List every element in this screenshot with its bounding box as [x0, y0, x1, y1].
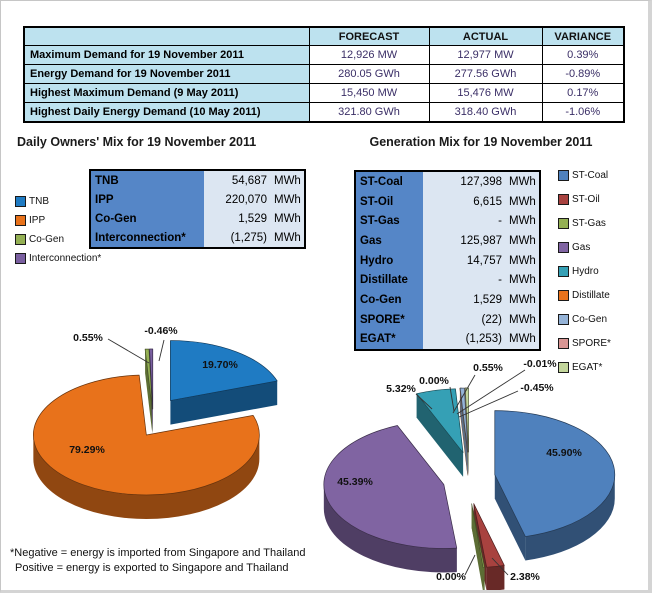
legend-item — [558, 338, 611, 349]
pie-percent-label: 5.32% — [386, 383, 416, 395]
row-value: (1,275) — [230, 231, 267, 244]
row-label: Co-Gen — [91, 209, 204, 228]
row-unit: MWh — [274, 174, 301, 187]
pie-slice — [483, 567, 484, 591]
pie-percent-label: -0.01% — [523, 358, 557, 370]
actual-value: 15,476 MW — [429, 84, 542, 103]
row-unit: MWh — [274, 231, 301, 244]
row-value: 54,687 — [231, 174, 267, 187]
row-value: 127,398 — [460, 175, 502, 188]
forecast-value: 12,926 MW — [309, 46, 429, 65]
row-label: Co-Gen — [356, 290, 423, 310]
pie-percent-label: 0.00% — [436, 571, 466, 583]
row-label: Maximum Demand for 19 November 2011 — [24, 46, 309, 65]
row-label: Energy Demand for 19 November 2011 — [24, 65, 309, 84]
generation-mix-pie-chart — [324, 358, 615, 592]
row-unit: MWh — [509, 215, 536, 228]
variance-value: -0.89% — [542, 65, 624, 84]
legend-label: ST-Coal — [572, 170, 609, 181]
legend-swatch-icon — [558, 242, 569, 253]
legend-label: Co-Gen — [29, 234, 65, 245]
row-value: (1,253) — [465, 333, 502, 346]
owners-mix-title: Daily Owners' Mix for 19 November 2011 — [17, 135, 257, 149]
row-label: Interconnection* — [91, 228, 204, 247]
legend-swatch-icon — [15, 253, 26, 264]
legend-label: SPORE* — [572, 338, 611, 349]
legend-swatch-icon — [558, 314, 569, 325]
pie-slice — [487, 565, 505, 591]
legend-label: TNB — [29, 196, 49, 207]
legend-label: ST-Gas — [572, 218, 606, 229]
forecast-value: 321.80 GWh — [309, 103, 429, 123]
header-variance: VARIANCE — [542, 27, 624, 46]
header-empty — [24, 27, 309, 46]
row-label: Hydro — [356, 251, 423, 271]
variance-value: 0.17% — [542, 84, 624, 103]
row-label: ST-Gas — [356, 211, 423, 231]
row-value: 220,070 — [225, 193, 267, 206]
table-row — [91, 209, 304, 228]
row-label: ST-Coal — [356, 172, 423, 192]
legend-swatch-icon — [558, 362, 569, 373]
legend-item — [558, 362, 611, 373]
pie-percent-label: 45.39% — [337, 476, 373, 488]
row-label: Distillate — [356, 270, 423, 290]
header-forecast: FORECAST — [309, 27, 429, 46]
row-unit: MWh — [509, 313, 536, 326]
header-actual: ACTUAL — [429, 27, 542, 46]
table-row — [356, 329, 539, 349]
row-unit: MWh — [509, 333, 536, 346]
owners-mix-pie-chart — [33, 325, 277, 519]
row-label: IPP — [91, 190, 204, 209]
generation-mix-legend — [558, 170, 611, 386]
pie-percent-label: 0.55% — [73, 332, 103, 344]
legend-label: Hydro — [572, 266, 599, 277]
row-unit: MWh — [274, 193, 301, 206]
row-value: 6,615 — [473, 195, 502, 208]
pie-percent-label: 0.55% — [473, 362, 503, 374]
table-row — [356, 211, 539, 231]
table-row — [356, 231, 539, 251]
row-label: EGAT* — [356, 329, 423, 349]
row-value: 1,529 — [238, 212, 267, 225]
legend-item — [15, 253, 101, 264]
row-value: (22) — [481, 313, 502, 326]
table-row — [24, 84, 624, 103]
table-row — [91, 228, 304, 247]
table-row — [356, 192, 539, 212]
legend-label: Interconnection* — [29, 253, 102, 264]
table-row — [24, 46, 624, 65]
demand-summary-table — [23, 26, 625, 123]
table-row — [356, 251, 539, 271]
row-value: 14,757 — [466, 254, 502, 267]
legend-label: Distillate — [572, 290, 610, 301]
generation-mix-table — [354, 170, 541, 351]
table-row — [356, 172, 539, 192]
label-leader-line — [108, 339, 149, 363]
row-value: - — [498, 274, 502, 287]
forecast-value: 280.05 GWh — [309, 65, 429, 84]
actual-value: 12,977 MW — [429, 46, 542, 65]
row-label: TNB — [91, 171, 204, 190]
variance-value: 0.39% — [542, 46, 624, 65]
table-row — [91, 171, 304, 190]
pie-percent-label: 2.38% — [510, 571, 540, 583]
table-row — [356, 270, 539, 290]
row-value: - — [498, 215, 502, 228]
actual-value: 318.40 GWh — [429, 103, 542, 123]
row-unit: MWh — [509, 254, 536, 267]
label-leader-line — [159, 340, 164, 361]
row-value: 1,529 — [473, 293, 502, 306]
footnote — [10, 546, 305, 576]
legend-item — [558, 218, 611, 229]
pie-percent-label: 45.90% — [546, 447, 582, 459]
generation-mix-title: Generation Mix for 19 November 2011 — [369, 135, 593, 149]
pie-percent-label: 79.29% — [69, 444, 105, 456]
row-unit: MWh — [509, 195, 536, 208]
row-label: Highest Daily Energy Demand (10 May 2011) — [24, 103, 309, 123]
table-row — [24, 103, 624, 123]
owners-mix-table — [89, 169, 306, 249]
legend-swatch-icon — [558, 194, 569, 205]
row-value: 125,987 — [460, 234, 502, 247]
row-unit: MWh — [509, 274, 536, 287]
forecast-value: 15,450 MW — [309, 84, 429, 103]
legend-item — [558, 194, 611, 205]
label-leader-line — [465, 555, 475, 575]
legend-swatch-icon — [15, 215, 26, 226]
legend-swatch-icon — [558, 218, 569, 229]
row-label: Highest Maximum Demand (9 May 2011) — [24, 84, 309, 103]
legend-swatch-icon — [558, 290, 569, 301]
legend-swatch-icon — [558, 338, 569, 349]
table-row — [91, 190, 304, 209]
pie-percent-label: 0.00% — [419, 375, 449, 387]
row-label: Gas — [356, 231, 423, 251]
variance-value: -1.06% — [542, 103, 624, 123]
legend-item — [558, 314, 611, 325]
actual-value: 277.56 GWh — [429, 65, 542, 84]
legend-label: Gas — [572, 242, 591, 253]
legend-label: IPP — [29, 215, 46, 226]
row-label: SPORE* — [356, 310, 423, 330]
footnote-line: Positive = energy is exported to Singapore and Thailand — [15, 562, 289, 574]
table-row — [24, 65, 624, 84]
pie-percent-label: -0.46% — [144, 325, 178, 337]
footnote-line: *Negative = energy is imported from Singapore and Thailand — [10, 547, 306, 559]
legend-label: EGAT* — [572, 362, 603, 373]
legend-swatch-icon — [15, 196, 26, 207]
row-label: ST-Oil — [356, 192, 423, 212]
legend-item — [558, 290, 611, 301]
row-unit: MWh — [509, 234, 536, 247]
table-row — [356, 310, 539, 330]
legend-swatch-icon — [558, 266, 569, 277]
summary-header-row — [24, 27, 624, 46]
legend-swatch-icon — [558, 170, 569, 181]
pie-percent-label: 19.70% — [202, 359, 238, 371]
legend-label: Co-Gen — [572, 314, 608, 325]
table-row — [356, 290, 539, 310]
legend-label: ST-Oil — [572, 194, 600, 205]
row-unit: MWh — [509, 293, 536, 306]
row-unit: MWh — [509, 175, 536, 188]
legend-item — [558, 266, 611, 277]
row-unit: MWh — [274, 212, 301, 225]
legend-item — [558, 170, 611, 181]
legend-swatch-icon — [15, 234, 26, 245]
legend-item — [558, 242, 611, 253]
pie-percent-label: -0.45% — [520, 382, 554, 394]
